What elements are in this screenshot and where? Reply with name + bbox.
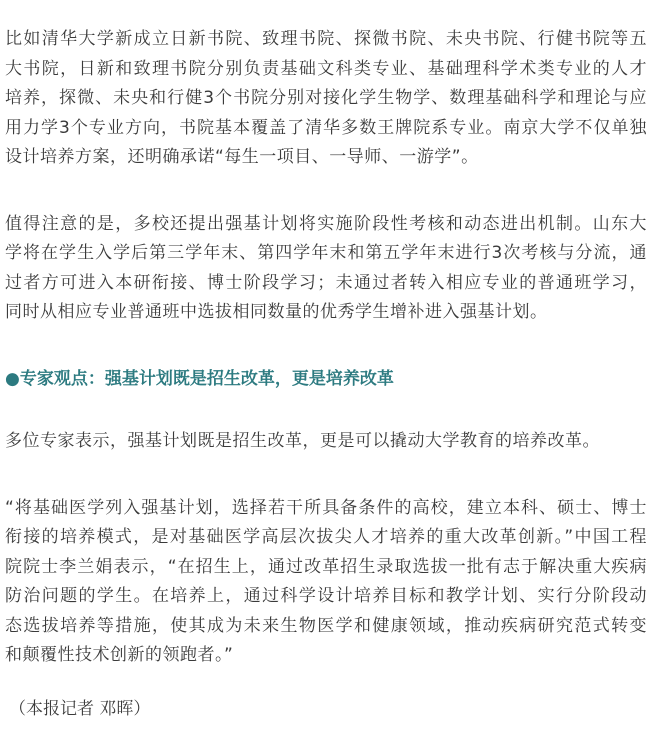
text-line: 学将在学生入学后第三学年末、第四学年末和第五学年末进行3次考核与分流，通 [5,243,647,263]
text-line: 同时从相应专业普通班中选拔相同数量的优秀学生增补进入强基计划。 [5,302,548,322]
text-line: 比如清华大学新成立日新书院、致理书院、探微书院、未央书院、行健书院等五 [5,29,647,49]
section-heading: ●专家观点：强基计划既是招生改革，更是培养改革 [5,368,394,389]
text-line: 培养，探微、未央和行健3个书院分别对接化学生物学、数理基础科学和理论与应 [5,88,647,108]
text-line: 用力学3个专业方向，书院基本覆盖了清华多数王牌院系专业。南京大学不仅单独 [5,117,647,138]
text-line: 值得注意的是，多校还提出强基计划将实施阶段性考核和动态进出机制。山东大 [5,213,647,234]
text-line: 多位专家表示，强基计划既是招生改革，更是可以撬动大学教育的培养改革。 [5,431,600,451]
text-line: 设计培养方案，还明确承诺“每生一项目、一导师、一游学”。 [5,147,479,167]
text-line: 大书院，日新和致理书院分别负责基础文科类专业、基础理科学术类专业的人才 [5,58,647,79]
text-line: 衔接的培养模式，是对基础医学高层次拔尖人才培养的重大改革创新。”中国工程 [5,527,647,547]
text-line: 过者方可进入本研衔接、博士阶段学习；未通过者转入相应专业的普通班学习， [5,272,647,293]
text-line: 防治问题的学生。在培养上，通过科学设计培养目标和教学计划、实行分阶段动 [5,586,647,606]
paragraph-quote [5,494,647,671]
text-line: 院院士李兰娟表示，“在招生上，通过改革招生录取选拔一批有志于解决重大疾病 [5,556,647,577]
author-signature: （本报记者 邓晖） [9,698,151,719]
text-line: 态选拔培养等措施，使其成为未来生物医学和健康领域，推动疾病研究范式转变 [5,615,647,636]
article-body [5,25,647,724]
paragraph-experts [5,427,647,457]
paragraph-assessment [5,210,647,328]
text-line: 和颠覆性技术创新的领跑者。” [5,645,234,665]
text-line: “将基础医学列入强基计划，选择若干所具备条件的高校，建立本科、硕士、博士 [5,497,647,518]
paragraph-colleges [5,25,647,173]
